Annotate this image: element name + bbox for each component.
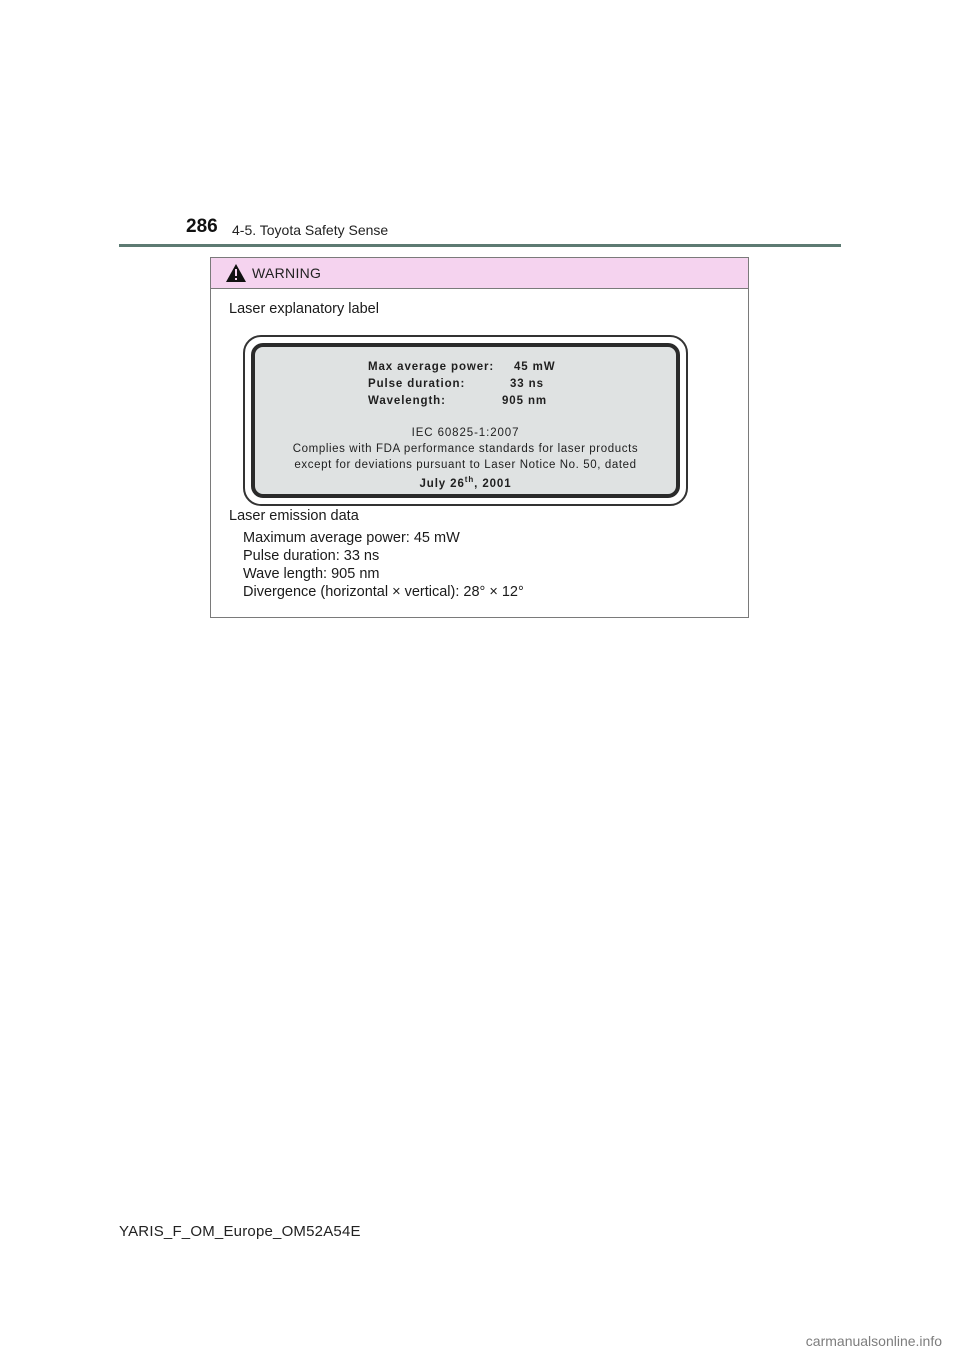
page-number: 286 <box>186 216 218 237</box>
label-date-suffix: , 2001 <box>474 477 512 490</box>
warning-triangle-icon <box>225 263 247 283</box>
label-pulse-key: Pulse duration: <box>368 378 466 390</box>
label-date <box>255 475 676 490</box>
label-power-value: 45 mW <box>514 361 556 373</box>
laser-label-panel <box>251 343 680 498</box>
emission-heading: Laser emission data <box>229 508 359 524</box>
label-comply-line2: except for deviations pursuant to Laser Notice No. 50, dated <box>294 459 637 471</box>
label-caption: Laser explanatory label <box>229 301 379 317</box>
label-wave-key: Wavelength: <box>368 395 446 407</box>
footer-doc-code: YARIS_F_OM_Europe_OM52A54E <box>119 1223 361 1240</box>
warning-title: WARNING <box>252 265 322 281</box>
section-title: 4-5. Toyota Safety Sense <box>232 222 389 238</box>
label-power-key: Max average power: <box>368 361 495 373</box>
emission-item-pulse: Pulse duration: 33 ns <box>243 548 380 564</box>
warning-box <box>210 257 749 618</box>
label-date-prefix: July 26 <box>419 477 465 490</box>
label-wave-value: 905 nm <box>502 395 548 407</box>
emission-item-divergence: Divergence (horizontal × vertical): 28° × 12° <box>243 584 524 600</box>
watermark: carmanualsonline.info <box>805 1333 942 1349</box>
emission-item-power: Maximum average power: 45 mW <box>243 530 460 546</box>
header-divider <box>119 244 841 247</box>
laser-label-image <box>243 335 688 506</box>
warning-header <box>211 258 748 289</box>
emission-item-wave: Wave length: 905 nm <box>243 566 380 582</box>
label-date-sup: th <box>464 475 475 484</box>
label-iec: IEC 60825-1:2007 <box>411 427 520 439</box>
label-pulse-value: 33 ns <box>510 378 544 390</box>
label-comply-line1: Complies with FDA performance standards for laser products <box>292 443 639 455</box>
